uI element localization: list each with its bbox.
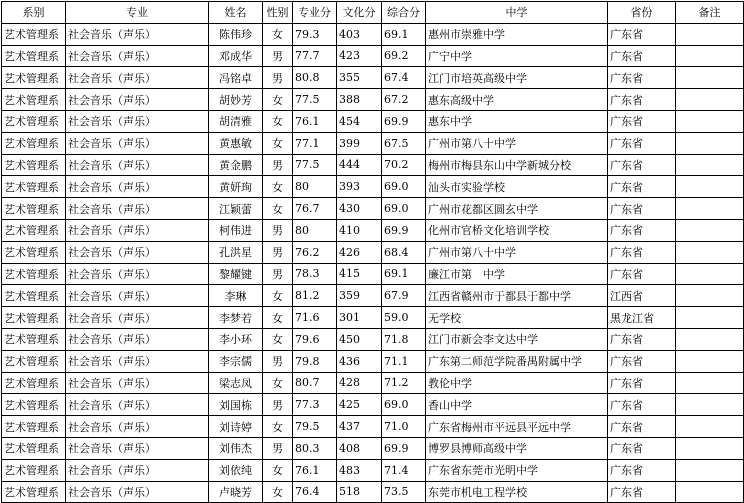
cell-school: 惠东中学: [426, 110, 608, 132]
cell-gender: 女: [263, 285, 293, 307]
table-row: [2, 350, 744, 372]
cell-major: 社会音乐（声乐）: [66, 437, 209, 459]
cell-total-score: 69.1: [382, 23, 426, 45]
cell-name: 邓成华: [209, 45, 263, 67]
cell-culture-score: 423: [337, 45, 382, 67]
cell-name: 陈伟珍: [209, 23, 263, 45]
cell-culture-score: 399: [337, 132, 382, 154]
cell-major-score: 76.7: [293, 198, 337, 220]
cell-major: 社会音乐（声乐）: [66, 307, 209, 329]
cell-gender: 女: [263, 307, 293, 329]
cell-major: 社会音乐（声乐）: [66, 89, 209, 111]
cell-gender: 女: [263, 89, 293, 111]
cell-department: 艺术管理系: [2, 394, 66, 416]
cell-major: 社会音乐（声乐）: [66, 176, 209, 198]
cell-gender: 女: [263, 110, 293, 132]
cell-province: 广东省: [608, 154, 676, 176]
cell-gender: 男: [263, 219, 293, 241]
cell-culture-score: 426: [337, 241, 382, 263]
cell-province: 广东省: [608, 437, 676, 459]
cell-gender: 男: [263, 437, 293, 459]
cell-gender: 男: [263, 45, 293, 67]
cell-department: 艺术管理系: [2, 437, 66, 459]
cell-school: 惠东高级中学: [426, 89, 608, 111]
cell-major-score: 79.5: [293, 416, 337, 438]
cell-remarks: [676, 219, 744, 241]
table-row: [2, 176, 744, 198]
cell-remarks: [676, 394, 744, 416]
table-row: [2, 219, 744, 241]
cell-remarks: [676, 176, 744, 198]
cell-name: 胡妙芳: [209, 89, 263, 111]
cell-culture-score: 428: [337, 372, 382, 394]
cell-remarks: [676, 198, 744, 220]
cell-name: 柯伟进: [209, 219, 263, 241]
table-row: [2, 394, 744, 416]
cell-major: 社会音乐（声乐）: [66, 481, 209, 503]
cell-department: 艺术管理系: [2, 350, 66, 372]
cell-department: 艺术管理系: [2, 416, 66, 438]
cell-department: 艺术管理系: [2, 23, 66, 45]
cell-province: 广东省: [608, 176, 676, 198]
cell-major-score: 76.2: [293, 241, 337, 263]
table-row: [2, 459, 744, 481]
cell-name: 刘依纯: [209, 459, 263, 481]
cell-remarks: [676, 350, 744, 372]
cell-remarks: [676, 328, 744, 350]
cell-school: 江西省赣州市于都县于都中学: [426, 285, 608, 307]
cell-department: 艺术管理系: [2, 67, 66, 89]
cell-total-score: 67.9: [382, 285, 426, 307]
cell-total-score: 69.9: [382, 219, 426, 241]
cell-name: 黄妍珣: [209, 176, 263, 198]
cell-gender: 男: [263, 263, 293, 285]
cell-gender: 男: [263, 154, 293, 176]
cell-remarks: [676, 285, 744, 307]
header-major-score: 专业分: [293, 2, 337, 24]
cell-major: 社会音乐（声乐）: [66, 263, 209, 285]
cell-total-score: 69.0: [382, 176, 426, 198]
cell-department: 艺术管理系: [2, 176, 66, 198]
cell-school: 东莞市机电工程学校: [426, 481, 608, 503]
cell-name: 李琳: [209, 285, 263, 307]
table-body: [2, 23, 744, 503]
cell-culture-score: 436: [337, 350, 382, 372]
cell-school: 惠州市崇雅中学: [426, 23, 608, 45]
header-school: 中学: [426, 2, 608, 24]
cell-total-score: 69.0: [382, 198, 426, 220]
header-culture-score: 文化分: [337, 2, 382, 24]
cell-culture-score: 518: [337, 481, 382, 503]
cell-remarks: [676, 459, 744, 481]
cell-major-score: 81.2: [293, 285, 337, 307]
table-row: [2, 437, 744, 459]
cell-major-score: 77.3: [293, 394, 337, 416]
cell-culture-score: 437: [337, 416, 382, 438]
cell-department: 艺术管理系: [2, 154, 66, 176]
cell-major-score: 77.5: [293, 154, 337, 176]
cell-culture-score: 454: [337, 110, 382, 132]
cell-total-score: 71.4: [382, 459, 426, 481]
table-row: [2, 416, 744, 438]
cell-remarks: [676, 416, 744, 438]
cell-major: 社会音乐（声乐）: [66, 45, 209, 67]
cell-major-score: 76.1: [293, 459, 337, 481]
cell-department: 艺术管理系: [2, 307, 66, 329]
cell-remarks: [676, 67, 744, 89]
cell-culture-score: 408: [337, 437, 382, 459]
cell-province: 广东省: [608, 45, 676, 67]
cell-total-score: 71.0: [382, 416, 426, 438]
cell-major-score: 77.1: [293, 132, 337, 154]
cell-gender: 女: [263, 481, 293, 503]
cell-department: 艺术管理系: [2, 481, 66, 503]
cell-major-score: 79.6: [293, 328, 337, 350]
cell-school: 广州市花都区圆玄中学: [426, 198, 608, 220]
cell-total-score: 70.2: [382, 154, 426, 176]
cell-name: 梁志凤: [209, 372, 263, 394]
cell-major-score: 80: [293, 219, 337, 241]
cell-name: 胡清雅: [209, 110, 263, 132]
cell-school: 廉江市第 中学: [426, 263, 608, 285]
cell-major: 社会音乐（声乐）: [66, 328, 209, 350]
cell-remarks: [676, 263, 744, 285]
cell-total-score: 69.2: [382, 45, 426, 67]
cell-major: 社会音乐（声乐）: [66, 23, 209, 45]
cell-school: 教伦中学: [426, 372, 608, 394]
cell-remarks: [676, 110, 744, 132]
cell-total-score: 69.9: [382, 110, 426, 132]
header-remarks: 备注: [676, 2, 744, 24]
cell-major: 社会音乐（声乐）: [66, 394, 209, 416]
cell-culture-score: 393: [337, 176, 382, 198]
cell-major-score: 76.1: [293, 110, 337, 132]
cell-remarks: [676, 154, 744, 176]
table-row: [2, 45, 744, 67]
cell-gender: 女: [263, 372, 293, 394]
cell-major-score: 80.7: [293, 372, 337, 394]
cell-province: 广东省: [608, 394, 676, 416]
table-row: [2, 67, 744, 89]
cell-name: 刘诗婷: [209, 416, 263, 438]
cell-province: 江西省: [608, 285, 676, 307]
cell-culture-score: 301: [337, 307, 382, 329]
header-department: 系别: [2, 2, 66, 24]
cell-school: 博罗县博师高级中学: [426, 437, 608, 459]
cell-major: 社会音乐（声乐）: [66, 110, 209, 132]
table-row: [2, 307, 744, 329]
cell-province: 广东省: [608, 481, 676, 503]
cell-culture-score: 388: [337, 89, 382, 111]
cell-province: 广东省: [608, 328, 676, 350]
cell-department: 艺术管理系: [2, 285, 66, 307]
cell-remarks: [676, 45, 744, 67]
cell-province: 广东省: [608, 263, 676, 285]
cell-major-score: 80.8: [293, 67, 337, 89]
cell-culture-score: 483: [337, 459, 382, 481]
cell-total-score: 67.4: [382, 67, 426, 89]
cell-name: 刘伟杰: [209, 437, 263, 459]
cell-name: 黎耀键: [209, 263, 263, 285]
cell-school: 江门市新会李文达中学: [426, 328, 608, 350]
cell-school: 汕头市实验学校: [426, 176, 608, 198]
cell-department: 艺术管理系: [2, 132, 66, 154]
cell-province: 广东省: [608, 89, 676, 111]
cell-culture-score: 430: [337, 198, 382, 220]
cell-remarks: [676, 437, 744, 459]
cell-gender: 男: [263, 67, 293, 89]
cell-total-score: 69.0: [382, 394, 426, 416]
cell-culture-score: 403: [337, 23, 382, 45]
cell-major-score: 79.8: [293, 350, 337, 372]
cell-school: 广东省东莞市光明中学: [426, 459, 608, 481]
table-row: [2, 23, 744, 45]
cell-province: 广东省: [608, 219, 676, 241]
cell-gender: 男: [263, 394, 293, 416]
cell-total-score: 59.0: [382, 307, 426, 329]
cell-department: 艺术管理系: [2, 45, 66, 67]
cell-gender: 女: [263, 416, 293, 438]
cell-major-score: 78.3: [293, 263, 337, 285]
cell-department: 艺术管理系: [2, 89, 66, 111]
cell-total-score: 69.9: [382, 437, 426, 459]
cell-department: 艺术管理系: [2, 459, 66, 481]
cell-culture-score: 415: [337, 263, 382, 285]
cell-school: 广东第二师范学院番禺附属中学: [426, 350, 608, 372]
cell-major-score: 80: [293, 176, 337, 198]
cell-department: 艺术管理系: [2, 219, 66, 241]
cell-culture-score: 425: [337, 394, 382, 416]
cell-name: 李小环: [209, 328, 263, 350]
cell-school: 香山中学: [426, 394, 608, 416]
cell-province: 广东省: [608, 241, 676, 263]
cell-remarks: [676, 307, 744, 329]
table-row: [2, 198, 744, 220]
cell-gender: 女: [263, 459, 293, 481]
cell-name: 黄金鹏: [209, 154, 263, 176]
cell-major: 社会音乐（声乐）: [66, 219, 209, 241]
cell-province: 广东省: [608, 416, 676, 438]
cell-name: 江颖蕾: [209, 198, 263, 220]
cell-department: 艺术管理系: [2, 372, 66, 394]
cell-major-score: 77.7: [293, 45, 337, 67]
cell-name: 刘国栋: [209, 394, 263, 416]
cell-major-score: 71.6: [293, 307, 337, 329]
cell-remarks: [676, 241, 744, 263]
cell-total-score: 67.2: [382, 89, 426, 111]
cell-major: 社会音乐（声乐）: [66, 67, 209, 89]
table-row: [2, 328, 744, 350]
header-province: 省份: [608, 2, 676, 24]
cell-department: 艺术管理系: [2, 110, 66, 132]
cell-major: 社会音乐（声乐）: [66, 350, 209, 372]
cell-school: 广东省梅州市平远县平远中学: [426, 416, 608, 438]
cell-school: 江门市培英高级中学: [426, 67, 608, 89]
cell-major: 社会音乐（声乐）: [66, 154, 209, 176]
table-row: [2, 263, 744, 285]
cell-school: 广州市第八十中学: [426, 241, 608, 263]
cell-name: 黄惠敏: [209, 132, 263, 154]
cell-major-score: 80.3: [293, 437, 337, 459]
cell-province: 广东省: [608, 459, 676, 481]
cell-gender: 女: [263, 23, 293, 45]
cell-culture-score: 450: [337, 328, 382, 350]
cell-total-score: 71.1: [382, 350, 426, 372]
cell-school: 广宁中学: [426, 45, 608, 67]
cell-province: 广东省: [608, 198, 676, 220]
cell-department: 艺术管理系: [2, 241, 66, 263]
cell-name: 李梦若: [209, 307, 263, 329]
cell-total-score: 67.5: [382, 132, 426, 154]
cell-gender: 女: [263, 198, 293, 220]
cell-major: 社会音乐（声乐）: [66, 285, 209, 307]
cell-major: 社会音乐（声乐）: [66, 372, 209, 394]
cell-gender: 男: [263, 350, 293, 372]
cell-gender: 男: [263, 241, 293, 263]
cell-major-score: 77.5: [293, 89, 337, 111]
cell-province: 广东省: [608, 23, 676, 45]
cell-remarks: [676, 89, 744, 111]
table-row: [2, 372, 744, 394]
cell-major-score: 76.4: [293, 481, 337, 503]
cell-major: 社会音乐（声乐）: [66, 198, 209, 220]
cell-province: 黑龙江省: [608, 307, 676, 329]
cell-major: 社会音乐（声乐）: [66, 416, 209, 438]
cell-total-score: 69.1: [382, 263, 426, 285]
header-row: [2, 2, 744, 24]
cell-major: 社会音乐（声乐）: [66, 132, 209, 154]
table-row: [2, 132, 744, 154]
cell-province: 广东省: [608, 350, 676, 372]
cell-remarks: [676, 132, 744, 154]
admission-score-table: [1, 1, 744, 503]
cell-major: 社会音乐（声乐）: [66, 459, 209, 481]
header-major: 专业: [66, 2, 209, 24]
cell-province: 广东省: [608, 132, 676, 154]
cell-name: 李宗儒: [209, 350, 263, 372]
cell-school: 广州市第八十中学: [426, 132, 608, 154]
cell-culture-score: 359: [337, 285, 382, 307]
table-row: [2, 285, 744, 307]
cell-total-score: 71.8: [382, 328, 426, 350]
header-total-score: 综合分: [382, 2, 426, 24]
cell-remarks: [676, 23, 744, 45]
cell-province: 广东省: [608, 372, 676, 394]
cell-province: 广东省: [608, 110, 676, 132]
cell-department: 艺术管理系: [2, 263, 66, 285]
header-name: 姓名: [209, 2, 263, 24]
table-row: [2, 110, 744, 132]
cell-major-score: 79.3: [293, 23, 337, 45]
table-row: [2, 241, 744, 263]
cell-name: 冯铭卓: [209, 67, 263, 89]
cell-school: 无学校: [426, 307, 608, 329]
cell-culture-score: 355: [337, 67, 382, 89]
cell-department: 艺术管理系: [2, 328, 66, 350]
cell-gender: 女: [263, 176, 293, 198]
cell-school: 化州市官桥文化培训学校: [426, 219, 608, 241]
cell-culture-score: 444: [337, 154, 382, 176]
cell-department: 艺术管理系: [2, 198, 66, 220]
cell-remarks: [676, 372, 744, 394]
cell-total-score: 73.5: [382, 481, 426, 503]
header-gender: 性别: [263, 2, 293, 24]
table-row: [2, 89, 744, 111]
cell-gender: 女: [263, 328, 293, 350]
cell-name: 卢晓芳: [209, 481, 263, 503]
cell-total-score: 68.4: [382, 241, 426, 263]
cell-school: 梅州市梅县东山中学新城分校: [426, 154, 608, 176]
cell-gender: 女: [263, 132, 293, 154]
table-row: [2, 154, 744, 176]
cell-province: 广东省: [608, 67, 676, 89]
cell-total-score: 71.2: [382, 372, 426, 394]
cell-major: 社会音乐（声乐）: [66, 241, 209, 263]
cell-culture-score: 410: [337, 219, 382, 241]
cell-name: 孔洪星: [209, 241, 263, 263]
